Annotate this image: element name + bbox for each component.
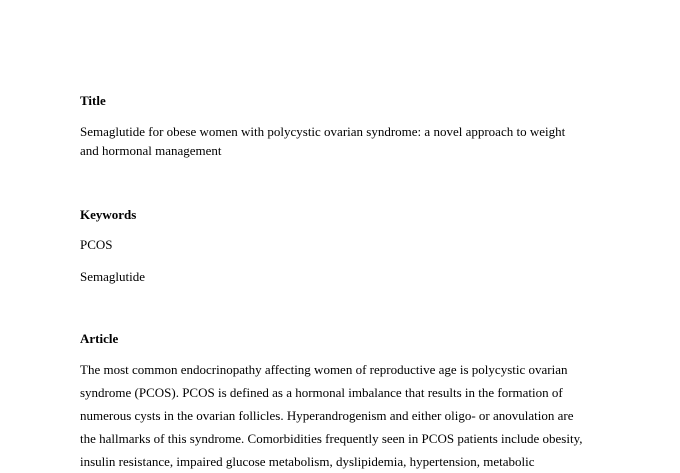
article-line: The most common endocrinopathy affecting women of reproductive age is polycystic ovarian xyxy=(80,362,568,377)
article-heading: Article xyxy=(80,331,119,346)
title-heading: Title xyxy=(80,93,106,108)
article-line: insulin resistance, impaired glucose metabolism, dyslipidemia, hypertension, metabolic xyxy=(80,454,535,469)
article-line: numerous cysts in the ovarian follicles. Hyperandrogenism and either oligo- or anovulation are xyxy=(80,408,574,423)
article-line: the hallmarks of this syndrome. Comorbidities frequently seen in PCOS patients include obesity, xyxy=(80,431,583,446)
article-line: syndrome (PCOS). PCOS is defined as a hormonal imbalance that results in the formation of xyxy=(80,385,563,400)
article-body xyxy=(80,358,600,473)
keywords-heading: Keywords xyxy=(80,207,137,222)
title-text xyxy=(80,122,600,160)
keyword-item: Semaglutide xyxy=(80,269,145,284)
keyword-item: PCOS xyxy=(80,237,113,252)
title-line: Semaglutide for obese women with polycystic ovarian syndrome: a novel approach to weight xyxy=(80,124,566,139)
title-line: and hormonal management xyxy=(80,143,222,158)
